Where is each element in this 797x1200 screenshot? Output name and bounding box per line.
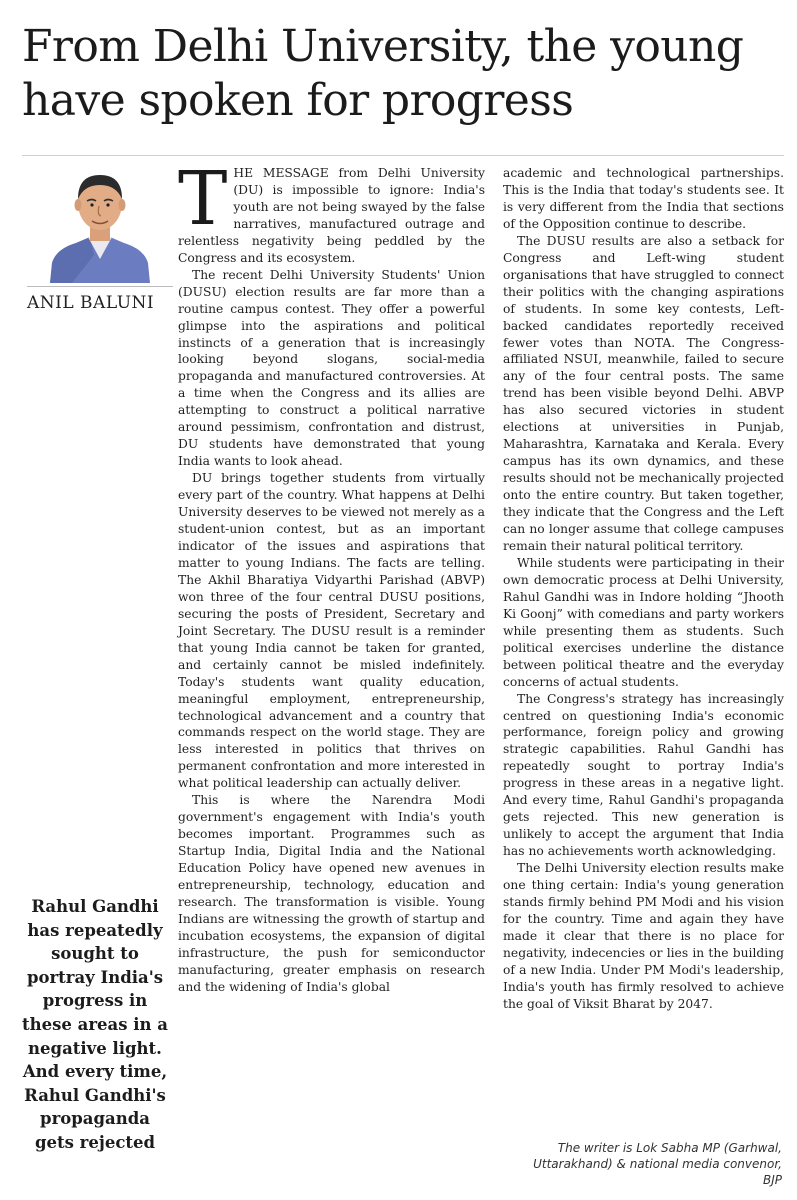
continued-paragraph: academic and technological partnerships. This is the India that today's students see. It is very different from the India that sections of the Opposition continue to describe. — [503, 166, 784, 231]
body-paragraph: DU brings together students from virtually every part of the country. What happens at Delhi University deserves to be viewed not merely as a student-union contest, but as an important indicator of the issues and aspirations that matter to young Indians. The facts are telling. The Akhil Bharatiya Vidyarthi Parishad (ABVP) won three of the four central DUSU positions, securing the posts of President, Secretary and Joint Secretary. The DUSU result is a reminder that young India cannot be taken for granted, and certainly cannot be misled indefinitely. Today's students want quality education, meaningful employment, entrepreneurship, technological advancement and a country that commands respect on the world stage. They are less interested in politics that thrives on permanent confrontation and more interested in what political leadership can actually deliver. — [178, 471, 485, 791]
article-column-2 — [503, 165, 784, 1013]
body-paragraph: The recent Delhi University Students' Union (DUSU) election results are far more than a routine campus contest. They offer a powerful glimpse into the aspirations and political instincts of a generation that is increasingly looking beyond slogans, social-media propaganda and manufactured controversies. At a time when the Congress and its allies are attempting to construct a political narrative around pessimism, confrontation and distrust, DU students have demonstrated that young India wants to look ahead. — [178, 267, 485, 469]
drop-cap: T — [178, 156, 228, 242]
pull-quote: Rahul Gandhi has repeatedly sought to portray India's progress in these areas in a negative light. And every time, Rahul Gandhi's propaganda gets rejected — [22, 897, 168, 1152]
lead-paragraph — [178, 156, 485, 267]
body-paragraph: The Delhi University election results make one thing certain: India's young generation stands firmly behind PM Modi and his vision for the country. Time and again they have made it clear that there is no place for negativity, indecencies or lies in the building of a new India. Under PM Modi's leadership, India's youth has firmly resolved to achieve the goal of Viksit Bharat by 2047. — [503, 861, 784, 1011]
author-portrait-illustration — [42, 163, 158, 283]
lead-paragraph-text: HE MESSAGE from Delhi University (DU) is impossible to ignore: India's youth are not being swayed by the false narratives, manufactured outrage and relentless negativity being peddled by the Congress and its ecosystem. — [178, 166, 485, 265]
author-byline: ANIL BALUNI — [27, 286, 173, 313]
body-paragraph: The DUSU results are also a setback for Congress and Left-wing student organisations that have struggled to connect their politics with the changing aspirations of students. In some key contests, Left-backed candidates reportedly received fewer votes than NOTA. The Congress-affiliated NSUI, meanwhile, failed to secure any of the four central posts. The same trend has been visible beyond Delhi. ABVP has also secured victories in student elections at universities in Punjab, Maharashtra, Karnataka and Kerala. Every campus has its own dynamics, and these results should not be mechanically projected onto the entire country. But taken together, they indicate that the Congress and the Left can no longer assume that college campuses remain their natural political territory. — [503, 233, 784, 553]
headline-rule — [22, 155, 784, 156]
headline: From Delhi University, the young have spoken for progress — [22, 21, 744, 126]
body-paragraph: While students were participating in their own democratic process at Delhi University, Rahul Gandhi was in Indore holding “Jhooth Ki Goonj” with comedians and party workers while presenting them as students. Such political exercises underline the distance between political theatre and the everyday concerns of actual students. — [503, 555, 784, 689]
body-paragraph: The Congress's strategy has increasingly centred on questioning India's economic performance, foreign policy and growing strategic capabilities. Rahul Gandhi has repeatedly sought to portray India's progress in these areas in a negative light. And every time, Rahul Gandhi's propaganda gets rejected. This new generation is unlikely to accept the argument that India has no achievements worth acknowledging. — [503, 691, 784, 859]
article-column-1 — [178, 156, 485, 996]
author-portrait — [42, 163, 158, 283]
author-signature: The writer is Lok Sabha MP (Garhwal, Uttarakhand) & national media convenor, BJP — [533, 1141, 782, 1187]
body-paragraph: This is where the Narendra Modi government's engagement with India's youth becomes important. Programmes such as Startup India, Digital India and the National Education Policy have opened new avenues in entrepreneurship, technology, education and research. The transformation is visible. Young Indians are witnessing the growth of startup and incubation ecosystems, the expansion of digital infrastructure, the push for semiconductor manufacturing, greater emphasis on research and the widening of India's global — [178, 793, 485, 994]
